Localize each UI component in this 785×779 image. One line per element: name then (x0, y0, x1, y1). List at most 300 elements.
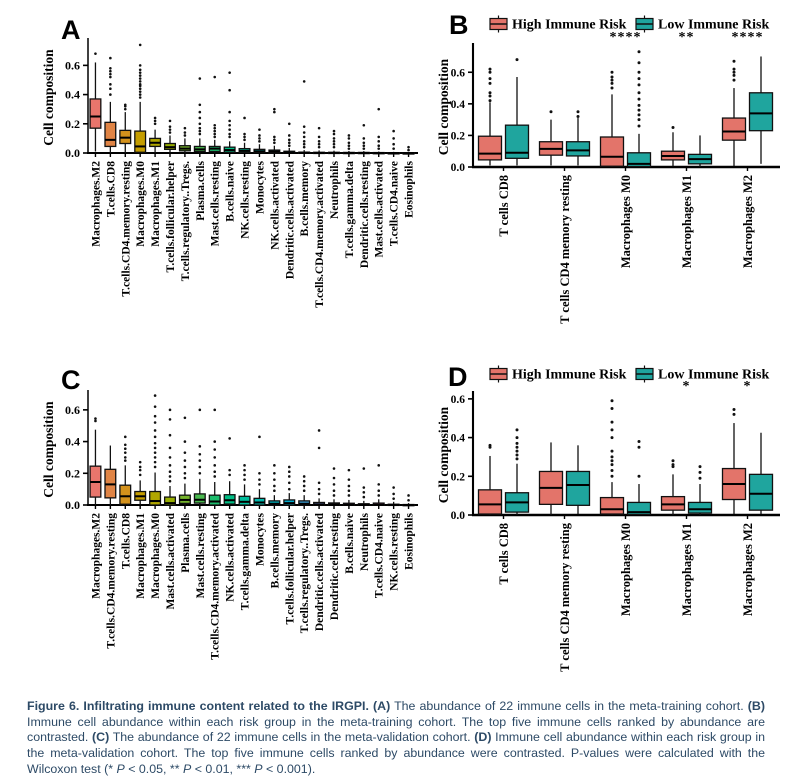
outlier-dot (348, 469, 351, 472)
outlier-dot (184, 131, 187, 134)
outlier-dot (288, 482, 291, 485)
outlier-dot (228, 474, 231, 477)
outlier-dot (638, 50, 641, 53)
outlier-dot (139, 83, 142, 86)
outlier-dot (303, 485, 306, 488)
outlier-dot (363, 147, 366, 150)
outlier-dot (109, 67, 112, 70)
x-tick-label: T.cells.CD8 (120, 513, 133, 570)
outlier-dot (154, 436, 157, 439)
outlier-dot (109, 57, 112, 60)
outlier-dot (139, 90, 142, 93)
outlier-dot (258, 436, 261, 439)
caption-segment: < 0.001). (262, 761, 316, 776)
outlier-dot (199, 130, 202, 133)
x-tick-label: Plasma.cells (194, 161, 207, 221)
outlier-dot (199, 104, 202, 107)
outlier-dot (611, 459, 614, 462)
outlier-dot (243, 469, 246, 472)
outlier-dot (154, 117, 157, 120)
outlier-dot (318, 140, 321, 143)
significance-stars: **** (731, 30, 764, 45)
outlier-dot (139, 74, 142, 77)
outlier-dot (348, 147, 351, 150)
outlier-dot (139, 80, 142, 83)
outlier-dot (348, 485, 351, 488)
x-tick-label: T.cells.CD4.memory.resting (105, 513, 118, 649)
outlier-dot (303, 489, 306, 492)
outlier-dot (392, 497, 395, 500)
outlier-dot (516, 436, 519, 439)
outlier-dot (273, 464, 276, 467)
outlier-dot (489, 71, 492, 74)
outlier-dot (489, 91, 492, 94)
caption-segment: (D) (474, 730, 492, 745)
outlier-dot (243, 139, 246, 142)
outlier-dot (169, 464, 172, 467)
x-tick-label: Macrophages.M1 (135, 513, 148, 599)
caption-segment: (A) (373, 699, 391, 713)
outlier-dot (611, 455, 614, 458)
outlier-dot (228, 120, 231, 123)
outlier-dot (109, 93, 112, 96)
outlier-dot (139, 474, 142, 477)
outlier-dot (318, 146, 321, 149)
outlier-dot (699, 477, 702, 480)
x-tick-label: Monocytes (254, 513, 267, 567)
box (750, 474, 773, 510)
outlier-dot (184, 472, 187, 475)
outlier-dot (154, 451, 157, 454)
outlier-dot (273, 141, 276, 144)
outlier-dot (154, 421, 157, 424)
outlier-dot (611, 436, 614, 439)
outlier-dot (611, 469, 614, 472)
legend-entry (636, 366, 769, 383)
outlier-dot (213, 470, 216, 473)
outlier-dot (303, 146, 306, 149)
outlier-dot (154, 415, 157, 418)
outlier-dot (228, 71, 231, 74)
outlier-dot (213, 475, 216, 478)
outlier-dot (303, 143, 306, 146)
outlier-dot (363, 496, 366, 499)
outlier-dot (407, 494, 410, 497)
outlier-dot (109, 76, 112, 79)
outlier-dot (333, 483, 336, 486)
outlier-dot (611, 79, 614, 82)
box (601, 137, 624, 166)
outlier-dot (348, 134, 351, 137)
outlier-dot (184, 127, 187, 130)
outlier-dot (288, 470, 291, 473)
x-tick-label: T.cells.CD4.memory.activated (314, 161, 327, 308)
x-tick-label: T.cells.CD4.naive (373, 513, 386, 599)
outlier-dot (169, 456, 172, 459)
outlier-dot (638, 124, 641, 127)
legend-label: High Immune Risk (512, 17, 627, 33)
box (479, 490, 502, 514)
outlier-dot (407, 499, 410, 502)
x-tick-label: Mast.cells.activated (373, 161, 386, 258)
outlier-dot (154, 394, 157, 397)
x-tick-label: Plasma.cells (179, 513, 192, 573)
outlier-dot (109, 83, 112, 86)
outlier-dot (611, 82, 614, 85)
outlier-dot (288, 488, 291, 491)
outlier-dot (199, 459, 202, 462)
outlier-dot (258, 478, 261, 481)
outlier-dot (363, 144, 366, 147)
outlier-dot (489, 77, 492, 80)
outlier-dot (333, 140, 336, 143)
outlier-dot (213, 456, 216, 459)
outlier-dot (273, 136, 276, 139)
caption-segment: The abundance of 22 immune cells in the meta-training cohort. (390, 699, 748, 713)
outlier-dot (199, 466, 202, 469)
caption-segment: Immune cell abundance within each risk group in the meta-training cohort. The top five immune cells ranked by abundance are contrasted. (27, 714, 765, 745)
outlier-dot (392, 493, 395, 496)
outlier-dot (638, 475, 641, 478)
x-tick-label: Macrophages M0 (619, 175, 633, 269)
outlier-dot (288, 134, 291, 137)
panel-letter: B (449, 10, 469, 40)
outlier-dot (213, 133, 216, 136)
box (567, 142, 590, 156)
outlier-dot (228, 124, 231, 127)
x-tick-label: T.cells.regulatory..Tregs. (299, 513, 312, 634)
outlier-dot (243, 117, 246, 120)
outlier-dot (288, 141, 291, 144)
outlier-dot (124, 443, 127, 446)
outlier-dot (392, 130, 395, 133)
outlier-dot (124, 451, 127, 454)
box (567, 471, 590, 505)
outlier-dot (489, 99, 492, 102)
outlier-dot (392, 147, 395, 150)
outlier-dot (228, 469, 231, 472)
outlier-dot (638, 109, 641, 112)
outlier-dot (258, 483, 261, 486)
box (90, 99, 101, 128)
x-tick-label: B.cells.naive (224, 160, 237, 222)
outlier-dot (184, 451, 187, 454)
x-tick-label: B.cells.naive (343, 513, 356, 574)
outlier-dot (611, 450, 614, 453)
outlier-dot (333, 133, 336, 136)
outlier-dot (611, 428, 614, 431)
box (750, 93, 773, 131)
x-tick-label: Dendritic.cells.resting (329, 513, 341, 621)
x-tick-label: T.cells.CD4.naive (388, 161, 401, 247)
outlier-dot (169, 418, 172, 421)
significance-stars: * (682, 379, 691, 394)
outlier-dot (318, 493, 321, 496)
x-tick-label: Macrophages M1 (680, 523, 694, 617)
outlier-dot (228, 133, 231, 136)
x-tick-label: Macrophages M0 (619, 523, 633, 617)
y-axis-title: Cell composition (436, 58, 451, 156)
outlier-dot (733, 71, 736, 74)
panel-d-boxplot-chart (418, 358, 785, 710)
outlier-dot (638, 104, 641, 107)
caption-segment: P (254, 761, 263, 776)
outlier-dot (213, 76, 216, 79)
panel-letter: A (61, 15, 81, 45)
outlier-dot (94, 52, 97, 55)
x-tick-label: Macrophages.M1 (150, 161, 163, 247)
outlier-dot (199, 117, 202, 120)
outlier-dot (516, 454, 519, 457)
outlier-dot (611, 71, 614, 74)
x-tick-label: Neutrophils (329, 161, 341, 219)
outlier-dot (169, 475, 172, 478)
x-tick-label: Macrophages.M0 (150, 513, 163, 599)
outlier-dot (139, 93, 142, 96)
outlier-dot (169, 409, 172, 412)
outlier-dot (577, 110, 580, 113)
outlier-dot (303, 136, 306, 139)
y-tick-label: 0.4 (65, 434, 80, 449)
outlier-dot (348, 478, 351, 481)
outlier-dot (672, 126, 675, 129)
outlier-dot (672, 463, 675, 466)
y-tick-label: 0.6 (450, 67, 465, 80)
outlier-dot (348, 489, 351, 492)
outlier-dot (243, 478, 246, 481)
box (120, 485, 131, 504)
outlier-dot (213, 409, 216, 412)
caption-segment: < 0.05, ** (124, 761, 183, 776)
outlier-dot (228, 89, 231, 92)
outlier-dot (333, 477, 336, 480)
outlier-dot (377, 483, 380, 486)
x-tick-label: T.cells.gamma.delta (343, 161, 356, 259)
legend-label: Low Immune Risk (658, 17, 770, 33)
outlier-dot (154, 461, 157, 464)
outlier-dot (94, 420, 97, 423)
panel-b-boxplot-chart (418, 6, 785, 358)
x-tick-label: T.cells.CD4.memory.resting (120, 161, 133, 297)
x-tick-label: NK.cells.resting (239, 161, 252, 239)
outlier-dot (348, 141, 351, 144)
outlier-dot (516, 58, 519, 61)
outlier-dot (392, 137, 395, 140)
box (601, 498, 624, 514)
outlier-dot (377, 464, 380, 467)
y-axis-title: Cell composition (436, 406, 451, 504)
outlier-dot (303, 140, 306, 143)
y-axis-title: Cell composition (41, 401, 56, 498)
outlier-dot (213, 440, 216, 443)
outlier-dot (213, 136, 216, 139)
outlier-dot (333, 137, 336, 140)
caption-segment: Immune cell abundance within each risk group in the meta-validation cohort. The top five immune cells ranked by abundance were contrasted. P-values were calculated with the Wilcoxon test (* (27, 730, 765, 776)
legend-entry (490, 366, 627, 383)
box (135, 131, 146, 152)
outlier-dot (184, 134, 187, 137)
outlier-dot (169, 447, 172, 450)
significance-stars: * (743, 379, 752, 394)
outlier-dot (273, 111, 276, 114)
outlier-dot (154, 456, 157, 459)
outlier-dot (228, 128, 231, 131)
x-tick-label: Mast.cells.resting (209, 161, 222, 247)
outlier-dot (733, 74, 736, 77)
outlier-dot (377, 494, 380, 497)
y-tick-label: 0.6 (65, 402, 80, 417)
outlier-dot (184, 416, 187, 419)
outlier-dot (243, 133, 246, 136)
outlier-dot (363, 124, 366, 127)
outlier-dot (184, 477, 187, 480)
outlier-dot (303, 131, 306, 134)
outlier-dot (318, 447, 321, 450)
outlier-dot (288, 144, 291, 147)
outlier-dot (154, 447, 157, 450)
outlier-dot (489, 444, 492, 447)
outlier-dot (243, 464, 246, 467)
outlier-dot (392, 486, 395, 489)
outlier-dot (348, 494, 351, 497)
outlier-dot (318, 488, 321, 491)
outlier-dot (333, 130, 336, 133)
legend-label: Low Immune Risk (658, 367, 770, 383)
x-tick-label: NK.cells.resting (388, 513, 401, 591)
outlier-dot (363, 491, 366, 494)
outlier-dot (243, 474, 246, 477)
panel-letter: D (448, 362, 468, 392)
x-tick-label: NK.cells.activated (224, 513, 237, 602)
outlier-dot (169, 434, 172, 437)
y-tick-label: 0.2 (65, 116, 80, 131)
outlier-dot (109, 70, 112, 73)
outlier-dot (611, 463, 614, 466)
outlier-dot (169, 125, 172, 128)
outlier-dot (699, 471, 702, 474)
outlier-dot (638, 77, 641, 80)
outlier-dot (377, 144, 380, 147)
caption-segment: < 0.01, *** (191, 761, 255, 776)
outlier-dot (258, 128, 261, 131)
outlier-dot (139, 461, 142, 464)
outlier-dot (318, 429, 321, 432)
caption-segment: (C) (92, 730, 110, 745)
outlier-dot (154, 466, 157, 469)
outlier-dot (318, 143, 321, 146)
outlier-dot (139, 466, 142, 469)
outlier-dot (363, 141, 366, 144)
outlier-dot (318, 127, 321, 130)
outlier-dot (407, 149, 410, 152)
figure-caption (27, 699, 765, 778)
x-tick-label: T cells CD8 (497, 175, 511, 237)
y-tick-label: 0.0 (65, 498, 80, 512)
x-tick-label: Eosinophils (403, 513, 416, 570)
outlier-dot (489, 68, 492, 71)
outlier-dot (516, 446, 519, 449)
outlier-dot (638, 91, 641, 94)
outlier-dot (550, 110, 553, 113)
outlier-dot (124, 456, 127, 459)
outlier-dot (258, 137, 261, 140)
caption-segment: Figure 6. Infiltrating immune content related to the IRGPI. (27, 699, 373, 713)
outlier-dot (333, 494, 336, 497)
outlier-dot (489, 94, 492, 97)
outlier-dot (611, 407, 614, 410)
outlier-dot (303, 80, 306, 83)
outlier-dot (699, 465, 702, 468)
outlier-dot (199, 133, 202, 136)
box (479, 136, 502, 160)
outlier-dot (124, 108, 127, 111)
outlier-dot (733, 413, 736, 416)
outlier-dot (184, 466, 187, 469)
outlier-dot (392, 143, 395, 146)
x-tick-label: T.cells.CD4.memory.activated (209, 513, 222, 660)
outlier-dot (154, 120, 157, 123)
outlier-dot (199, 77, 202, 80)
y-tick-label: 0.4 (450, 98, 465, 111)
outlier-dot (154, 442, 157, 445)
x-tick-label: T.cells.CD8 (105, 161, 118, 218)
y-tick-label: 0.0 (450, 510, 465, 522)
outlier-dot (213, 130, 216, 133)
outlier-dot (363, 467, 366, 470)
x-tick-label: B.cells.memory (299, 161, 312, 237)
outlier-dot (184, 459, 187, 462)
outlier-dot (213, 448, 216, 451)
x-tick-label: NK.cells.activated (269, 161, 282, 250)
outlier-dot (348, 144, 351, 147)
outlier-dot (169, 470, 172, 473)
outlier-dot (611, 475, 614, 478)
outlier-dot (124, 104, 127, 107)
outlier-dot (516, 450, 519, 453)
outlier-dot (109, 73, 112, 76)
y-tick-label: 0.2 (450, 471, 465, 484)
significance-stars: **** (609, 30, 642, 45)
outlier-dot (273, 485, 276, 488)
outlier-dot (303, 475, 306, 478)
outlier-dot (638, 446, 641, 449)
outlier-dot (363, 486, 366, 489)
x-tick-label: T.cells.regulatory..Tregs. (179, 161, 192, 282)
outlier-dot (377, 489, 380, 492)
outlier-dot (288, 139, 291, 142)
outlier-dot (638, 113, 641, 116)
outlier-dot (733, 68, 736, 71)
y-tick-label: 0.4 (65, 87, 80, 102)
x-tick-label: Dendritic.cells.activated (314, 513, 327, 632)
outlier-dot (303, 480, 306, 483)
outlier-dot (273, 472, 276, 475)
outlier-dot (489, 82, 492, 85)
box (209, 495, 220, 505)
outlier-dot (273, 108, 276, 111)
outlier-dot (199, 472, 202, 475)
x-tick-label: Neutrophils (358, 513, 371, 571)
outlier-dot (139, 87, 142, 90)
outlier-dot (213, 124, 216, 127)
y-axis-title: Cell composition (41, 49, 56, 146)
outlier-dot (273, 478, 276, 481)
outlier-dot (638, 61, 641, 64)
outlier-dot (611, 76, 614, 79)
outlier-dot (199, 127, 202, 130)
panel-c-boxplot-chart (28, 358, 420, 710)
outlier-dot (258, 140, 261, 143)
